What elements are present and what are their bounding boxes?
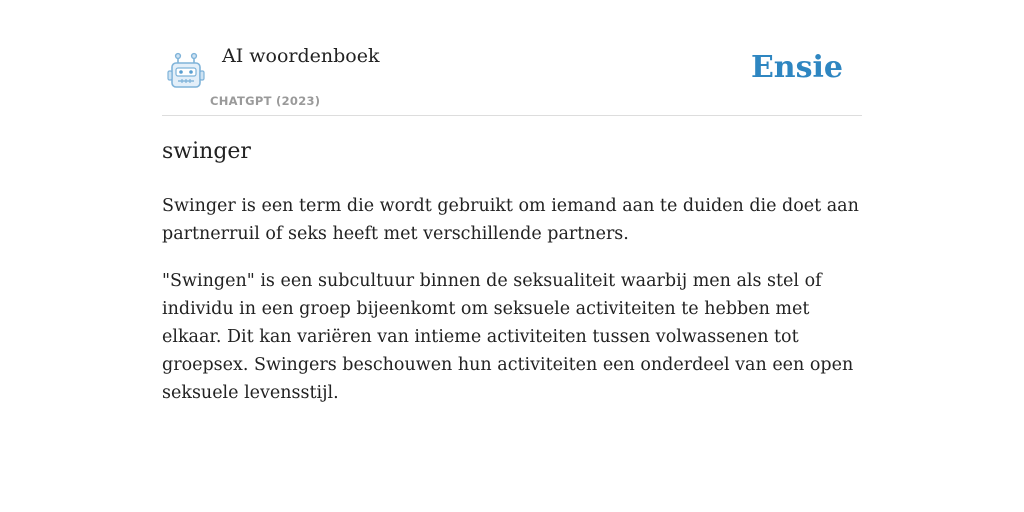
page (162, 0, 862, 512)
definition-paragraph: Swinger is een term die wordt gebruikt om iemand aan te duiden die doet aan partnerruil of seks heeft met verschillende partners. (162, 196, 859, 244)
brand-logo[interactable]: Ensie (750, 50, 843, 85)
header (162, 0, 862, 116)
entry-term: swinger (162, 139, 251, 164)
definition-paragraph: "Swingen" is een subcultuur binnen de seksualiteit waarbij men als stel of individu in een groep bijeenkomt om seksuele activiteiten te hebben met elkaar. Dit kan variëren van intieme activiteiten tussen volwassenen tot groepsex. Swingers beschouwen hun activiteiten een onderdeel van een open seksuele levensstijl. (162, 271, 854, 403)
dictionary-title[interactable]: AI woordenboek (222, 45, 380, 67)
source-label: CHATGPT (2023) (210, 94, 321, 108)
robot-icon (166, 52, 206, 90)
